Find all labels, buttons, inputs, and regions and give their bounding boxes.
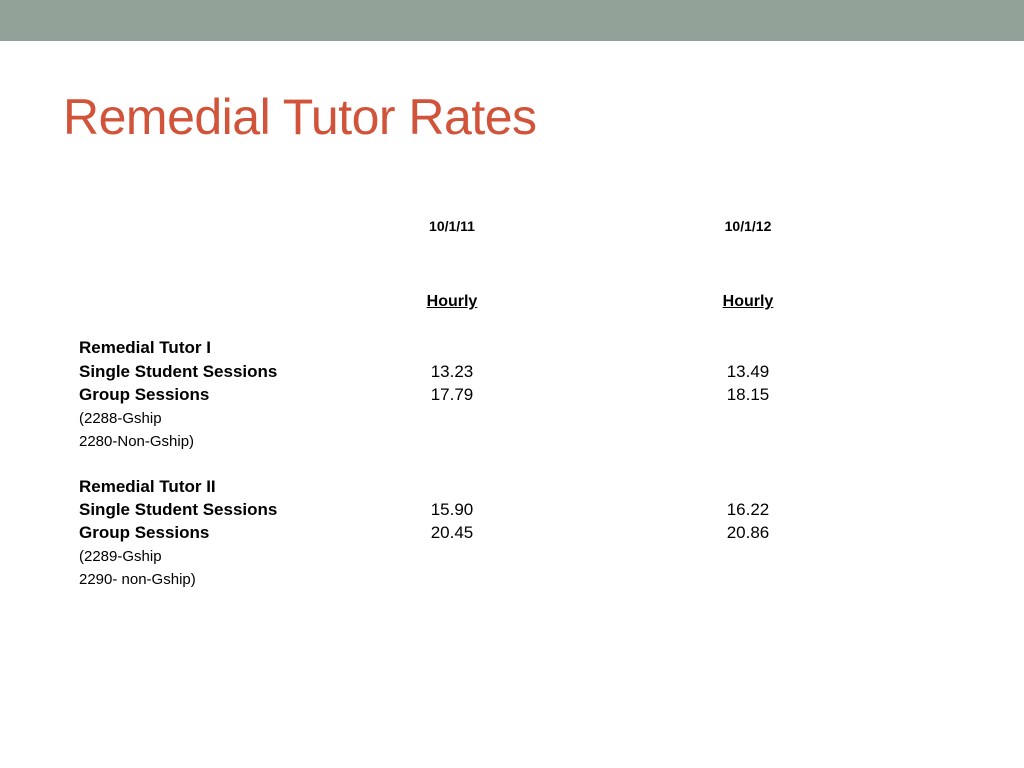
account-code: (2288-Gship [79, 410, 162, 427]
row-label: Single Student Sessions [79, 500, 278, 519]
column-unit-label: Hourly [722, 293, 774, 310]
column-header-date: 10/1/12 [724, 218, 772, 234]
rate-value: 20.45 [430, 523, 474, 542]
slide-title: Remedial Tutor Rates [63, 89, 537, 145]
rate-value: 18.15 [726, 385, 770, 404]
row-label: Group Sessions [79, 523, 210, 542]
rate-value: 16.22 [726, 500, 770, 519]
rate-value: 13.23 [430, 362, 474, 381]
account-code: 2280-Non-Gship) [79, 433, 195, 450]
account-code: 2290- non-Gship) [79, 571, 196, 588]
row-label: Group Sessions [79, 385, 210, 404]
rate-value: 20.86 [726, 523, 770, 542]
rate-value: 13.49 [726, 362, 770, 381]
column-header-date: 10/1/11 [429, 218, 475, 234]
rate-value: 17.79 [430, 385, 474, 404]
group-heading: Remedial Tutor I [79, 338, 211, 357]
rate-value: 15.90 [430, 500, 474, 519]
column-unit-label: Hourly [426, 293, 478, 310]
top-accent-bar [0, 0, 1024, 41]
group-heading: Remedial Tutor II [79, 477, 216, 496]
account-code: (2289-Gship [79, 548, 162, 565]
row-label: Single Student Sessions [79, 362, 278, 381]
